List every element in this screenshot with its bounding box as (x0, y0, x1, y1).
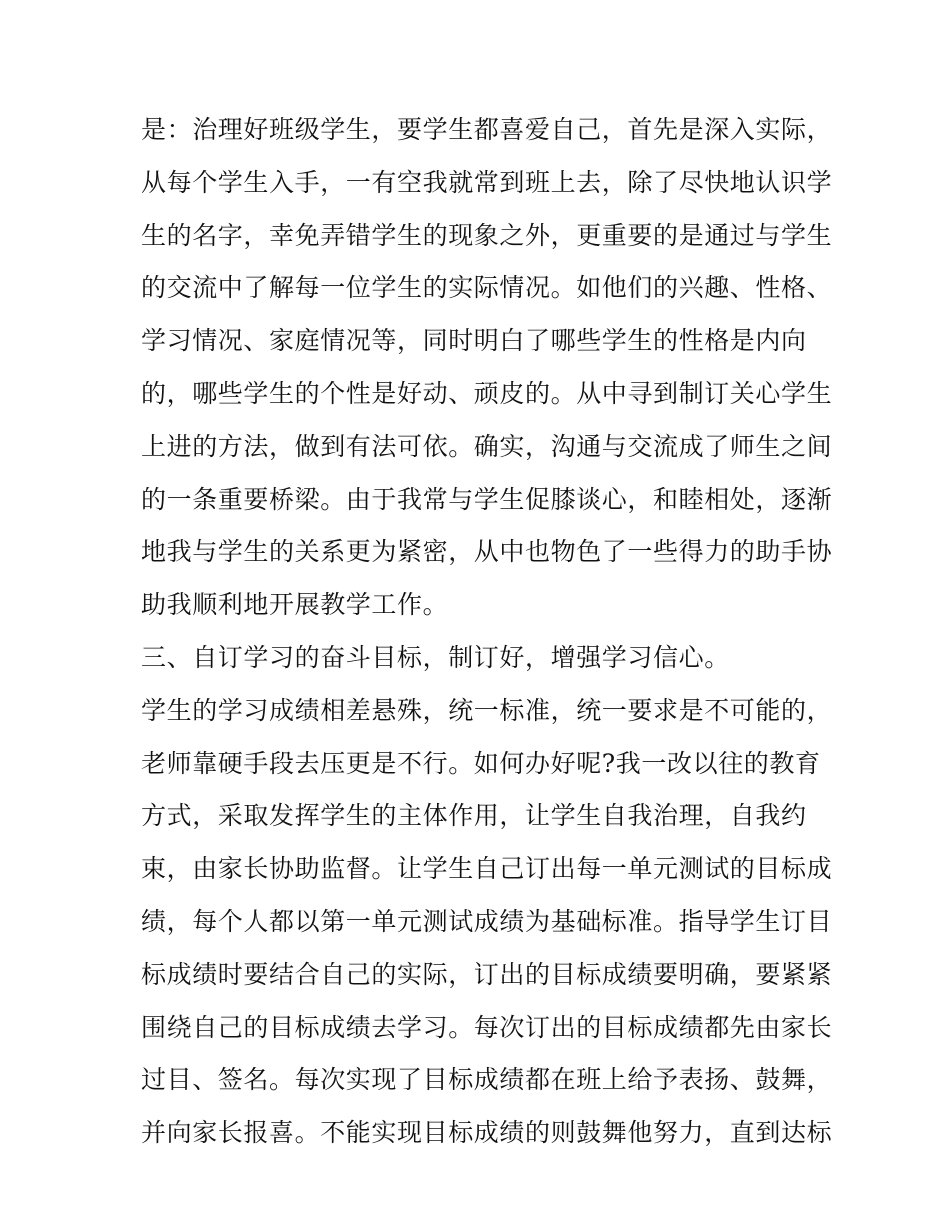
text-line: 的，哪些学生的个性是好动、顽皮的。从中寻到制订关心学生 (141, 378, 833, 408)
text-line: 束，由家长协助监督。让学生自己订出每一单元测试的目标成 (141, 854, 833, 884)
text-line: 助我顺利地开展教学工作。 (141, 590, 449, 620)
body-text (141, 109, 831, 1165)
text-line: 并向家长报喜。不能实现目标成绩的则鼓舞他努力，直到达标 (141, 1118, 833, 1148)
section-heading: 三、自订学习的奋斗目标，制订好，增强学习信心。 (141, 642, 730, 672)
text-line: 生的名字，幸免弄错学生的现象之外，更重要的是通过与学生 (141, 220, 833, 250)
text-line: 上进的方法，做到有法可依。确实，沟通与交流成了师生之间 (141, 431, 833, 461)
text-line: 方式，采取发挥学生的主体作用，让学生自我治理，自我约 (141, 801, 807, 831)
text-line: 学习情况、家庭情况等，同时明白了哪些学生的性格是内向 (141, 326, 807, 356)
text-line: 绩，每个人都以第一单元测试成绩为基础标准。指导学生订目 (141, 906, 833, 936)
text-line: 是：治理好班级学生，要学生都喜爱自己，首先是深入实际， (141, 115, 833, 144)
text-line: 老师靠硬手段去压更是不行。如何办好呢?我一改以往的教育 (141, 748, 821, 778)
text-line: 标成绩时要结合自己的实际，订出的目标成绩要明确，要紧紧 (141, 959, 833, 989)
text-line: 从每个学生入手，一有空我就常到班上去，除了尽快地认识学 (141, 167, 833, 197)
text-line: 的交流中了解每一位学生的实际情况。如他们的兴趣、性格、 (141, 273, 833, 303)
text-line: 围绕自己的目标成绩去学习。每次订出的目标成绩都先由家长 (141, 1012, 833, 1042)
text-line: 的一条重要桥梁。由于我常与学生促膝谈心，和睦相处，逐渐 (141, 484, 833, 514)
text-line: 过目、签名。每次实现了目标成绩都在班上给予表扬、鼓舞， (141, 1065, 833, 1095)
text-line: 学生的学习成绩相差悬殊，统一标准，统一要求是不可能的， (141, 695, 833, 725)
text-line: 地我与学生的关系更为紧密，从中也物色了一些得力的助手协 (141, 537, 833, 567)
